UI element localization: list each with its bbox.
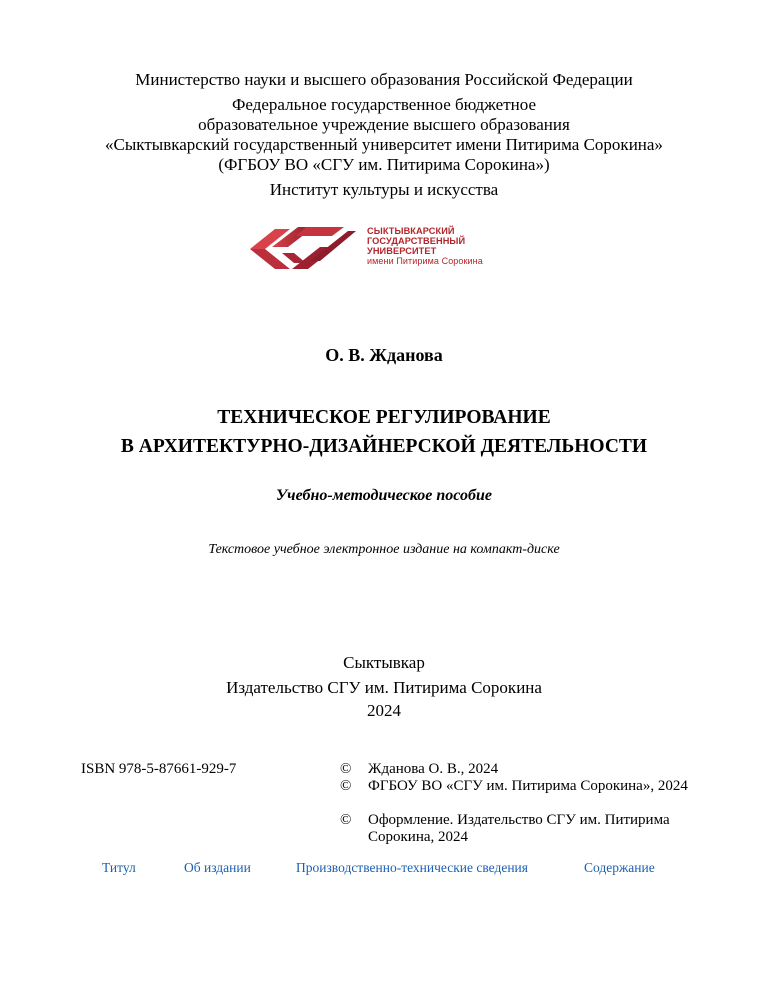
institution-line-2: образовательное учреждение высшего образования (198, 115, 570, 134)
imprint-city: Сыктывкар (343, 653, 425, 672)
university-logo-emblem (248, 219, 358, 281)
copyright-text: Жданова О. В., 2024 (368, 761, 499, 777)
nav-link-contents[interactable]: Содержание (584, 860, 655, 875)
isbn: ISBN 978-5-87661-929-7 (81, 761, 237, 777)
imprint-publisher: Издательство СГУ им. Питирима Сорокина (226, 678, 542, 697)
institute-name: Институт культуры и искусства (269, 180, 499, 199)
institution-line-1: Федеральное государственное бюджетное (231, 95, 537, 114)
imprint-year: 2024 (367, 701, 401, 720)
nav-link-production[interactable]: Производственно-технические сведения (296, 860, 528, 875)
nav-link-title[interactable]: Титул (102, 860, 136, 875)
institution-line-4: (ФГБОУ ВО «СГУ им. Питирима Сорокина») (218, 155, 550, 174)
logo-text-line-2: ГОСУДАРСТВЕННЫЙ (367, 236, 466, 246)
book-title-line-2: В АРХИТЕКТУРНО-ДИЗАЙНЕРСКОЙ ДЕЯТЕЛЬНОСТИ (120, 436, 648, 457)
author-name: О. В. Жданова (325, 345, 443, 365)
edition-note: Текстовое учебное электронное издание на компакт-диске (208, 542, 560, 557)
copyright-icon: © (340, 778, 352, 794)
logo-text-line-1: СЫКТЫВКАРСКИЙ (367, 226, 455, 236)
book-subtitle: Учебно-методическое пособие (276, 487, 492, 504)
book-title-line-1: ТЕХНИЧЕСКОЕ РЕГУЛИРОВАНИЕ (217, 407, 551, 428)
copyright-text: Оформление. Издательство СГУ им. Питирима Сорокина, 2024 (368, 812, 670, 845)
copyright-icon: © (340, 812, 352, 828)
nav-link-about[interactable]: Об издании (184, 860, 251, 875)
copyright-icon: © (340, 761, 352, 777)
ministry-line: Министерство науки и высшего образования Российской Федерации (135, 70, 633, 89)
university-logo (248, 219, 523, 281)
institution-line-3: «Сыктывкарский государственный университет имени Питирима Сорокина» (105, 135, 663, 154)
copyright-text: ФГБОУ ВО «СГУ им. Питирима Сорокина», 2024 (368, 778, 688, 794)
logo-text-line-4: имени Питирима Сорокина (367, 256, 483, 266)
logo-text-line-3: УНИВЕРСИТЕТ (367, 246, 437, 256)
